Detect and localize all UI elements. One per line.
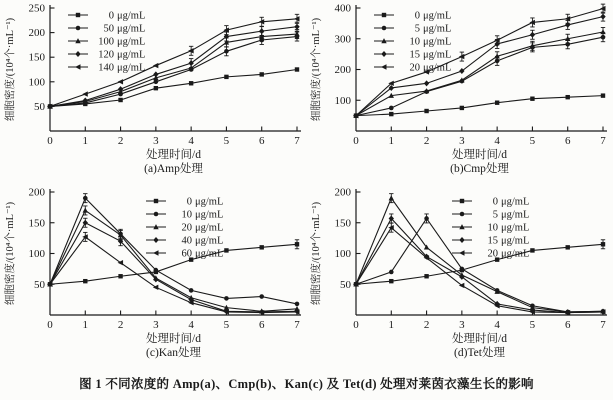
svg-text:250: 250	[28, 2, 45, 15]
svg-text:200: 200	[28, 27, 45, 40]
svg-text:μg/mL: μg/mL	[423, 10, 452, 22]
svg-text:处理时间/d: 处理时间/d	[146, 149, 201, 161]
svg-text:μg/mL: μg/mL	[117, 36, 146, 48]
svg-text:2: 2	[423, 135, 430, 147]
svg-text:1: 1	[388, 319, 395, 331]
svg-text:200: 200	[334, 186, 351, 199]
svg-text:0: 0	[47, 319, 53, 331]
svg-text:5: 5	[529, 135, 536, 147]
figure-caption: 图 1 不同浓度的 Amp(a)、Cmp(b)、Kan(c) 及 Tet(d) 处理对莱茵衣藻生长的影响	[79, 377, 534, 391]
svg-text:200: 200	[334, 64, 351, 76]
svg-text:6: 6	[564, 319, 571, 331]
svg-text:3: 3	[153, 135, 159, 147]
svg-text:100: 100	[334, 248, 351, 260]
svg-text:μg/mL: μg/mL	[195, 248, 224, 260]
svg-text:5: 5	[414, 23, 420, 35]
svg-text:2: 2	[423, 319, 430, 331]
chart-panel-d	[306, 184, 613, 368]
svg-text:2: 2	[117, 319, 124, 331]
svg-text:50: 50	[34, 278, 45, 291]
svg-text:4: 4	[494, 135, 500, 147]
chart-panel-c	[0, 184, 306, 368]
svg-text:1: 1	[82, 135, 89, 147]
svg-text:细胞密度/(10⁴个·mL⁻¹): 细胞密度/(10⁴个·mL⁻¹)	[311, 17, 322, 122]
svg-text:400: 400	[334, 2, 351, 15]
svg-text:15: 15	[409, 49, 420, 61]
svg-text:细胞密度/(10⁴个·mL⁻¹): 细胞密度/(10⁴个·mL⁻¹)	[5, 17, 16, 122]
svg-text:处理时间/d: 处理时间/d	[452, 149, 507, 161]
svg-text:120: 120	[98, 49, 114, 61]
svg-text:2: 2	[117, 135, 124, 147]
svg-text:μg/mL: μg/mL	[423, 23, 452, 35]
chart-svg-a	[0, 0, 306, 184]
svg-text:μg/mL: μg/mL	[423, 49, 452, 61]
svg-text:10: 10	[487, 222, 498, 234]
svg-text:200: 200	[28, 186, 45, 199]
svg-text:μg/mL: μg/mL	[195, 209, 224, 221]
svg-text:1: 1	[388, 135, 395, 147]
svg-text:μg/mL: μg/mL	[117, 62, 146, 74]
svg-text:0: 0	[414, 10, 420, 22]
svg-text:(d)Tet处理: (d)Tet处理	[454, 347, 505, 359]
svg-text:40: 40	[181, 235, 192, 247]
svg-text:3: 3	[459, 135, 465, 147]
svg-text:0: 0	[353, 135, 359, 147]
svg-text:60: 60	[181, 248, 192, 260]
svg-text:7: 7	[600, 135, 606, 147]
svg-text:μg/mL: μg/mL	[195, 196, 224, 208]
svg-text:0: 0	[47, 135, 53, 147]
svg-text:(c)Kan处理: (c)Kan处理	[146, 347, 201, 359]
svg-text:5: 5	[492, 209, 498, 221]
svg-text:150: 150	[28, 217, 45, 230]
svg-text:100: 100	[98, 36, 114, 48]
svg-text:μg/mL: μg/mL	[501, 209, 530, 221]
svg-text:300: 300	[334, 33, 351, 46]
svg-text:细胞密度/(10⁴个·mL⁻¹): 细胞密度/(10⁴个·mL⁻¹)	[5, 201, 16, 306]
svg-text:10: 10	[181, 209, 192, 221]
svg-text:4: 4	[188, 135, 194, 147]
svg-text:μg/mL: μg/mL	[501, 196, 530, 208]
svg-text:(b)Cmp处理: (b)Cmp处理	[450, 163, 509, 175]
svg-text:150: 150	[28, 51, 45, 64]
svg-text:6: 6	[564, 135, 571, 147]
chart-svg-d	[306, 184, 612, 368]
svg-text:6: 6	[258, 319, 265, 331]
svg-text:20: 20	[487, 248, 498, 260]
svg-text:100: 100	[28, 248, 45, 260]
chart-panel-b	[306, 0, 613, 184]
svg-text:μg/mL: μg/mL	[501, 248, 530, 260]
svg-text:4: 4	[494, 319, 500, 331]
svg-text:μg/mL: μg/mL	[117, 23, 146, 35]
svg-text:细胞密度/(10⁴个·mL⁻¹): 细胞密度/(10⁴个·mL⁻¹)	[311, 201, 322, 306]
svg-text:μg/mL: μg/mL	[423, 62, 452, 74]
svg-text:(a)Amp处理: (a)Amp处理	[144, 163, 203, 175]
svg-text:μg/mL: μg/mL	[423, 36, 452, 48]
svg-text:6: 6	[258, 135, 265, 147]
svg-text:5: 5	[529, 319, 536, 331]
svg-text:0: 0	[353, 319, 359, 331]
svg-text:140: 140	[98, 62, 114, 74]
svg-text:7: 7	[294, 319, 300, 331]
svg-text:20: 20	[181, 222, 192, 234]
svg-text:7: 7	[600, 319, 606, 331]
svg-text:处理时间/d: 处理时间/d	[146, 333, 201, 345]
svg-text:15: 15	[487, 235, 498, 247]
svg-text:0: 0	[186, 196, 192, 208]
chart-svg-b	[306, 0, 612, 184]
svg-text:3: 3	[459, 319, 465, 331]
svg-text:5: 5	[223, 135, 230, 147]
svg-text:50: 50	[34, 100, 45, 113]
svg-text:5: 5	[223, 319, 230, 331]
svg-text:0: 0	[108, 10, 114, 22]
svg-text:20: 20	[409, 62, 420, 74]
svg-text:μg/mL: μg/mL	[501, 222, 530, 234]
svg-text:100: 100	[334, 94, 351, 107]
svg-text:150: 150	[334, 217, 351, 230]
svg-text:处理时间/d: 处理时间/d	[452, 333, 507, 345]
svg-text:100: 100	[28, 76, 45, 89]
svg-text:μg/mL: μg/mL	[195, 235, 224, 247]
svg-text:7: 7	[294, 135, 300, 147]
chart-panel-a	[0, 0, 306, 184]
svg-text:μg/mL: μg/mL	[117, 10, 146, 22]
svg-text:10: 10	[409, 36, 420, 48]
svg-text:μg/mL: μg/mL	[117, 49, 146, 61]
svg-text:μg/mL: μg/mL	[195, 222, 224, 234]
svg-text:50: 50	[103, 23, 114, 35]
svg-text:0: 0	[492, 196, 498, 208]
svg-text:μg/mL: μg/mL	[501, 235, 530, 247]
svg-text:50: 50	[340, 278, 351, 291]
svg-text:3: 3	[153, 319, 159, 331]
svg-text:4: 4	[188, 319, 194, 331]
chart-svg-c	[0, 184, 306, 368]
svg-text:1: 1	[82, 319, 89, 331]
